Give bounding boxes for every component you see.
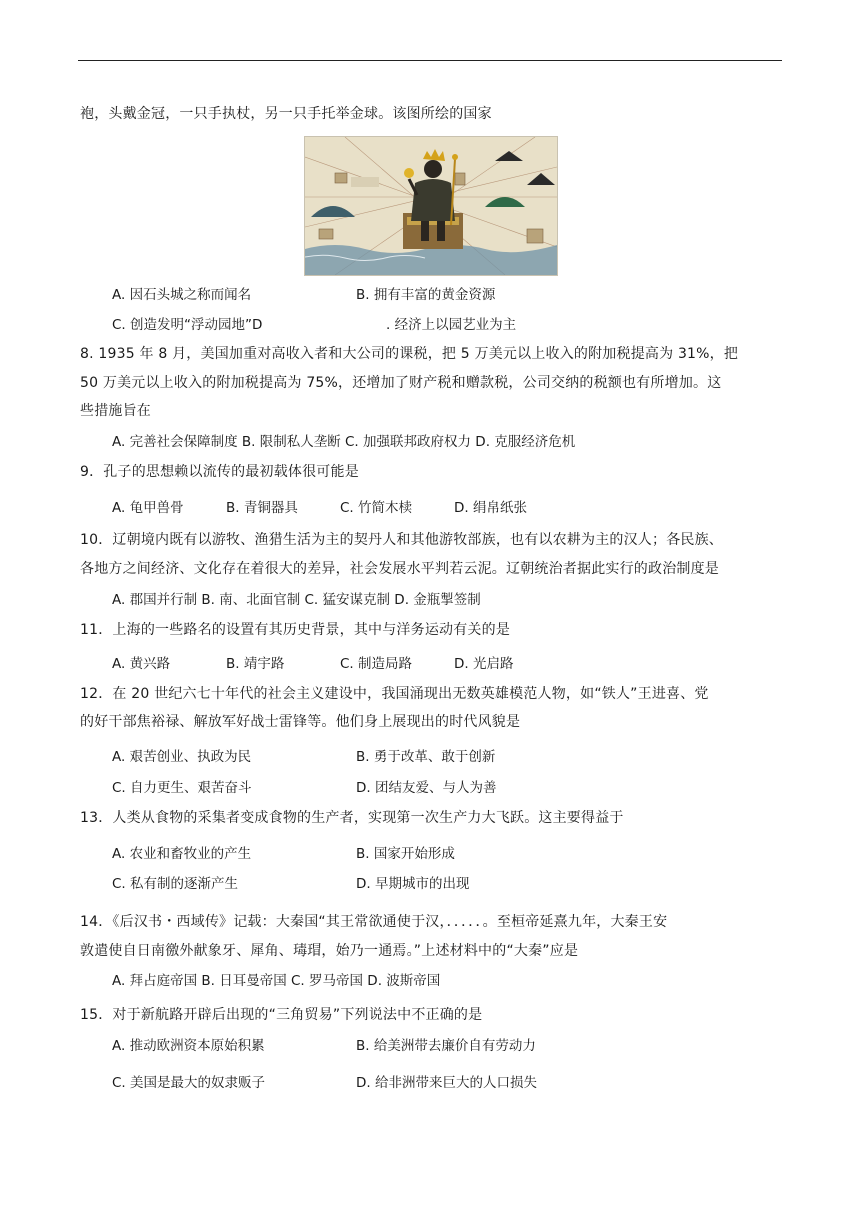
q12-line-1: 12．在 20 世纪六七十年代的社会主义建设中，我国涌现出无数英雄模范人物，如“铁人”王进喜、党 [80, 686, 709, 702]
q10-line-1: 10．辽朝境内既有以游牧、渔猎生活为主的契丹人和其他游牧部族，也有以农耕为主的汉人；各民族、 [80, 532, 724, 548]
q15-option-b: B. 给美洲带去廉价自有劳动力 [356, 1038, 536, 1054]
q15-option-d: D. 给非洲带来巨大的人口损失 [356, 1075, 537, 1091]
q7-option-d: . 经济上以园艺业为主 [386, 317, 517, 333]
q9-option-c: C. 竹简木椟 [340, 500, 413, 516]
q7-option-c: C. 创造发明“浮动园地”D [112, 317, 263, 333]
q9-option-d: D. 绢帛纸张 [454, 500, 527, 516]
q7-option-a: A. 因石头城之称而闻名 [112, 287, 252, 303]
q13-option-b: B. 国家开始形成 [356, 846, 455, 862]
q10-line-2: 各地方之间经济、文化存在着很大的差异，社会发展水平判若云泥。辽朝统治者据此实行的政治制度是 [80, 561, 719, 577]
q14-line-1: 14．《后汉书・西域传》记载：大秦国“其王常欲通使于汉，．．．．．。至桓帝延熹九年，大秦王安 [80, 914, 668, 930]
q15-option-c: C. 美国是最大的奴隶贩子 [112, 1075, 266, 1091]
q12-option-d: D. 团结友爱、与人为善 [356, 780, 497, 796]
q11-option-b: B. 靖宇路 [226, 656, 285, 672]
q12-option-b: B. 勇于改革、敢于创新 [356, 749, 496, 765]
q12-option-c: C. 自力更生、艰苦奋斗 [112, 780, 252, 796]
q14-line-2: 敦遣使自日南徼外献象牙、犀角、瑇瑁，始乃一通焉。”上述材料中的“大秦”应是 [80, 943, 579, 959]
q11-option-a: A. 黄兴路 [112, 656, 171, 672]
q11-option-c: C. 制造局路 [340, 656, 413, 672]
q13-option-a: A. 农业和畜牧业的产生 [112, 846, 252, 862]
header-rule [78, 60, 782, 61]
q11-option-d: D. 光启路 [454, 656, 514, 672]
q12-line-2: 的好干部焦裕禄、解放军好战士雷锋等。他们身上展现出的时代风貌是 [80, 714, 521, 730]
q13-option-d: D. 早期城市的出现 [356, 876, 470, 892]
q8-line-2: 50 万美元以上收入的附加税提高为 75%，还增加了财产税和赠款税，公司交纳的税额也有所增加。这 [80, 375, 722, 391]
q8-line-3: 些措施旨在 [80, 403, 151, 419]
q9-option-b: B. 青铜器具 [226, 500, 298, 516]
q13-option-c: C. 私有制的逐渐产生 [112, 876, 239, 892]
q9-stem: 9．孔子的思想赖以流传的最初载体很可能是 [80, 464, 359, 480]
q13-stem: 13．人类从食物的采集者变成食物的生产者，实现第一次生产力大飞跃。这主要得益于 [80, 810, 624, 826]
q8-line-1: 8. 1935 年 8 月，美国加重对高收入者和大公司的课税，把 5 万美元以上收入的附加税提高为 31%，把 [80, 346, 739, 362]
q12-option-a: A. 艰苦创业、执政为民 [112, 749, 252, 765]
q7-option-b: B. 拥有丰富的黄金资源 [356, 287, 496, 303]
q9-option-a: A. 龟甲兽骨 [112, 500, 184, 516]
q15-option-a: A. 推动欧洲资本原始积累 [112, 1038, 265, 1054]
q7-map-figure [304, 136, 558, 276]
q8-options: A. 完善社会保障制度 B. 限制私人垄断 C. 加强联邦政府权力 D. 克服经济危机 [112, 434, 576, 450]
q10-options: A. 郡国并行制 B. 南、北面官制 C. 猛安谋克制 D. 金瓶掣签制 [112, 592, 481, 608]
q7-stem-tail: 袍，头戴金冠，一只手执杖，另一只手托举金球。该图所绘的国家 [80, 106, 492, 122]
q11-stem: 11．上海的一些路名的设置有其历史背景，其中与洋务运动有关的是 [80, 622, 511, 638]
q14-options: A. 拜占庭帝国 B. 日耳曼帝国 C. 罗马帝国 D. 波斯帝国 [112, 973, 441, 989]
map-illustration [305, 137, 557, 275]
q15-stem: 15．对于新航路开辟后出现的“三角贸易”下列说法中不正确的是 [80, 1007, 483, 1023]
